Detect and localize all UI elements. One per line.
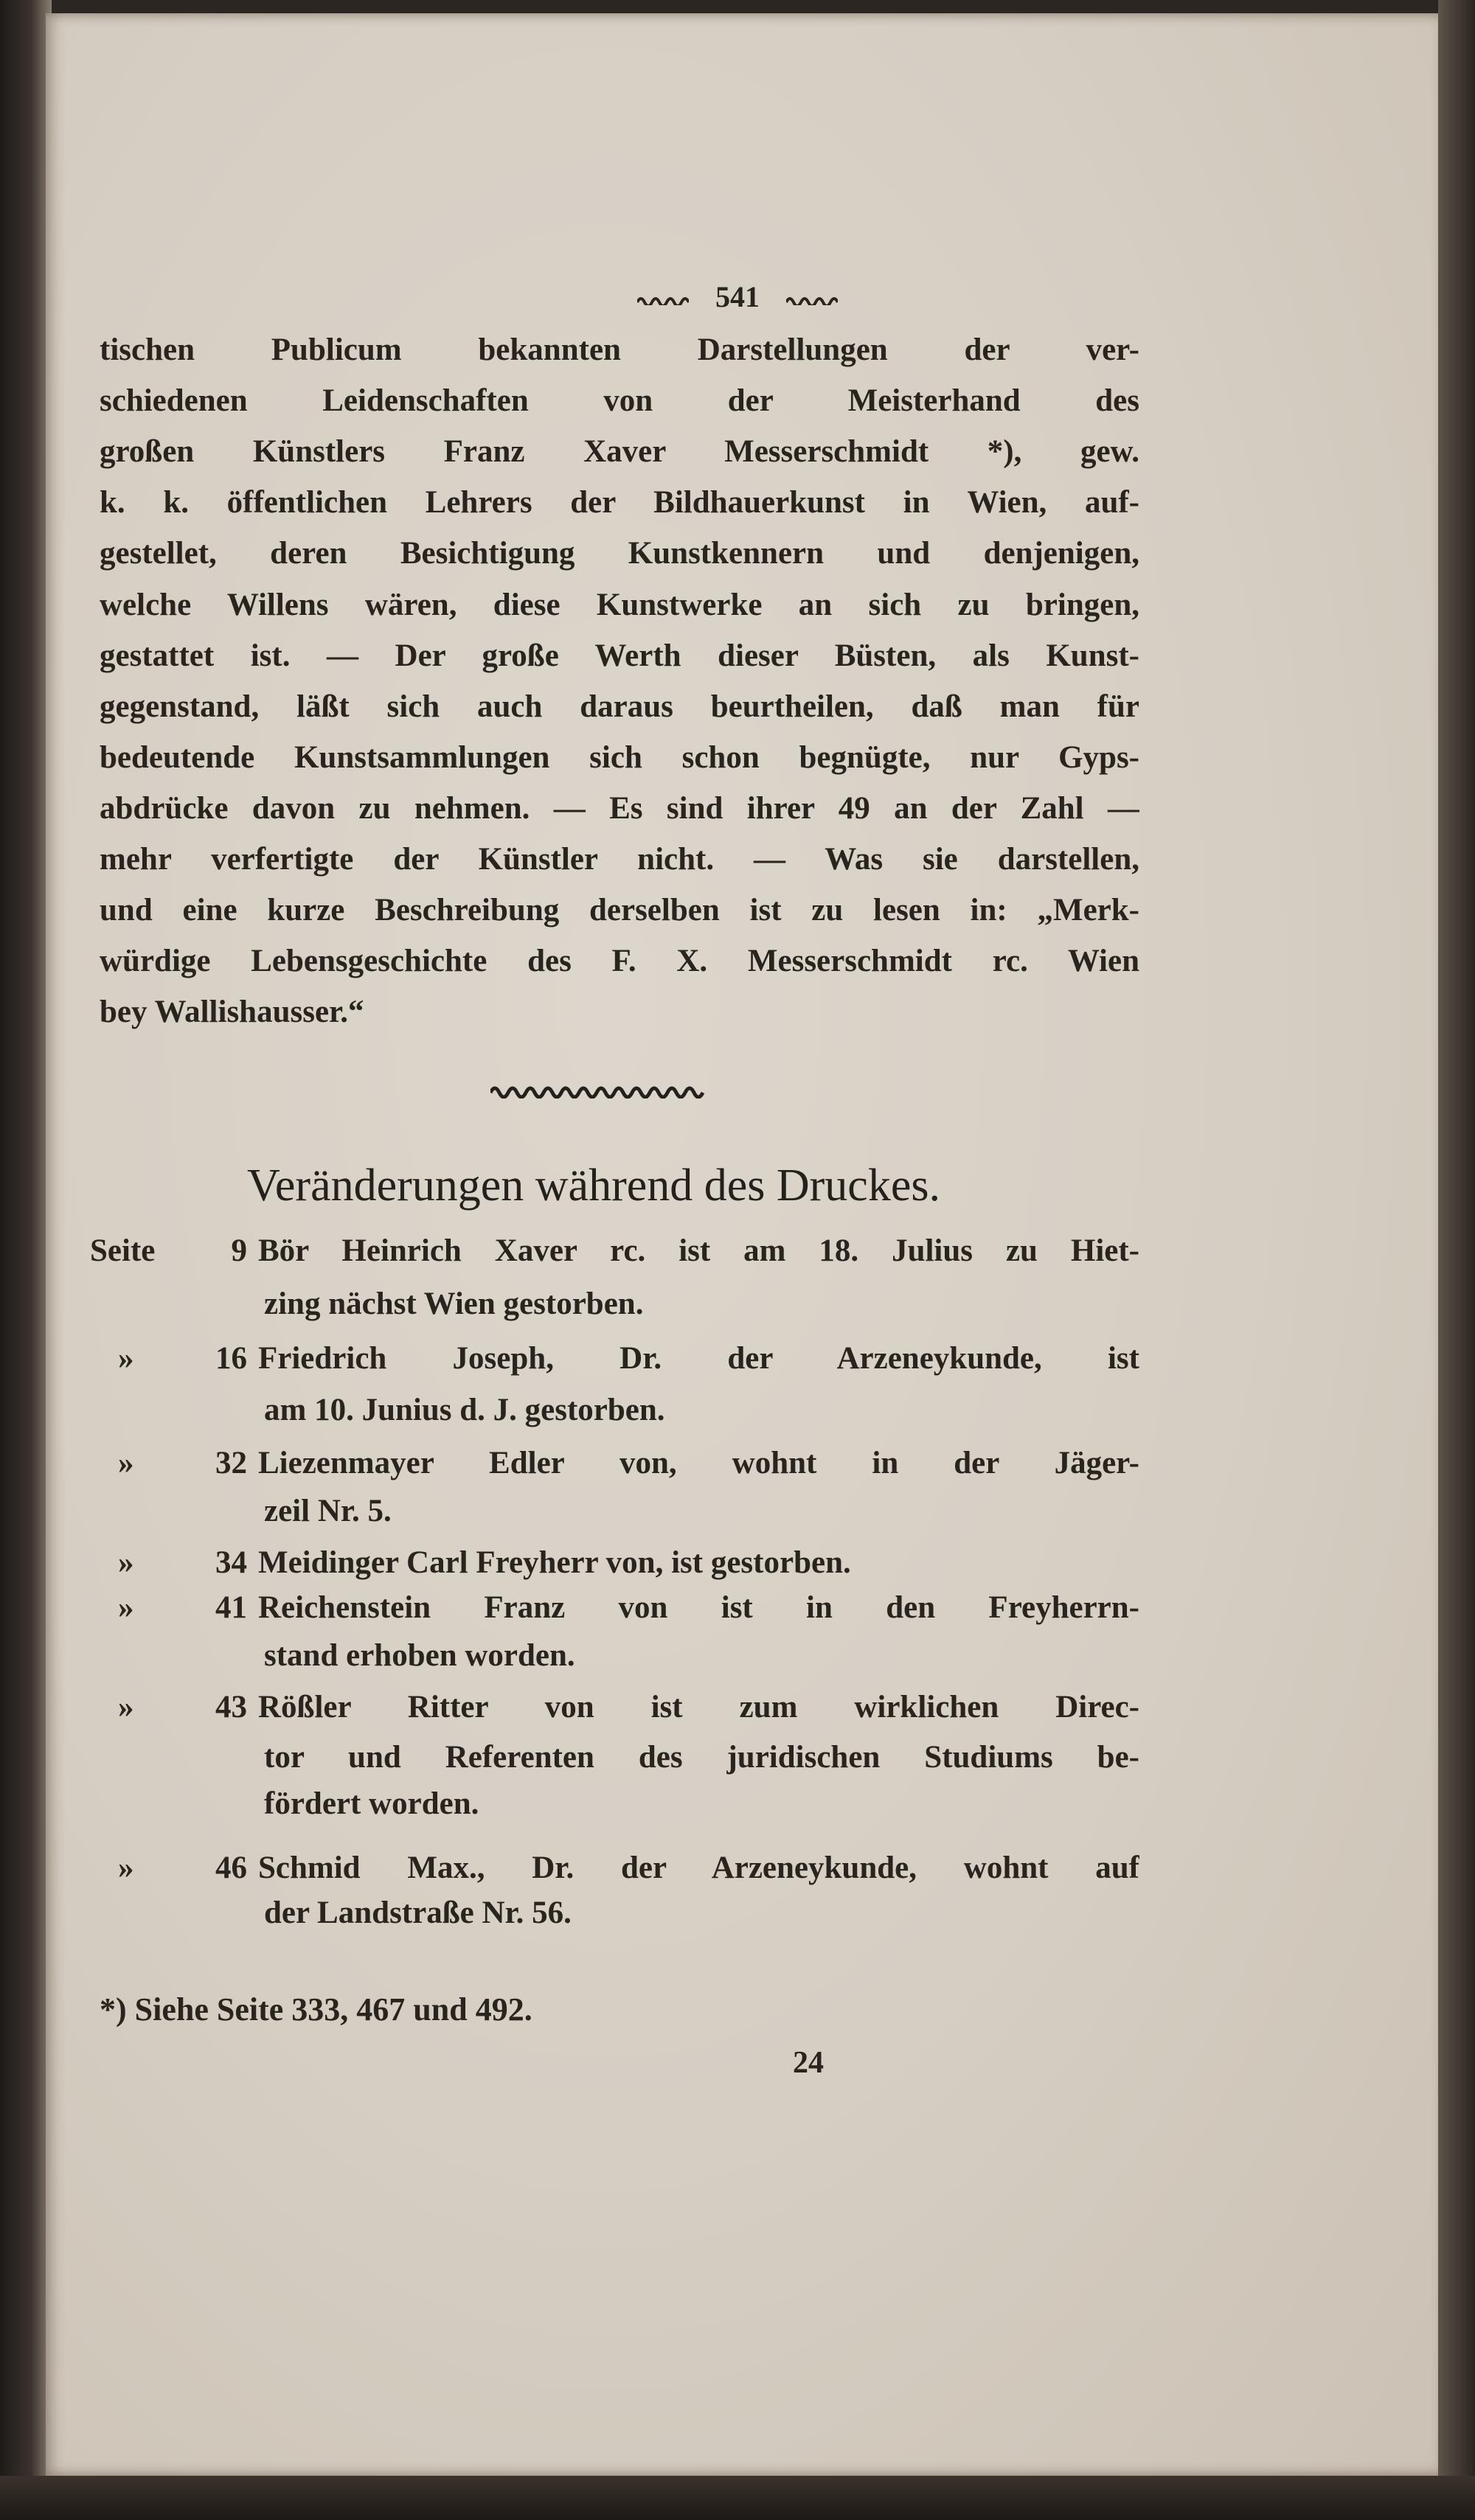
book-binding-left	[0, 0, 52, 2520]
body-line: gegenstand, läßt sich auch daraus beurtheilen, daß man für	[100, 689, 1139, 724]
entry-text-line: Reichenstein Franz von ist in den Freyherrn-	[258, 1590, 1139, 1625]
entry-text-line: am 10. Junius d. J. gestorben.	[264, 1393, 665, 1427]
page-header	[0, 275, 1475, 319]
entry-page-number: 9	[231, 1233, 247, 1268]
entry-text-line: Rößler Ritter von ist zum wirklichen Direc-	[258, 1690, 1139, 1724]
entry-text-line: Bör Heinrich Xaver rc. ist am 18. Julius zu Hiet-	[258, 1233, 1139, 1268]
entry-marker: »	[118, 1341, 134, 1376]
entry-text-line: fördert worden.	[264, 1786, 479, 1821]
section-heading: Veränderungen während des Druckes.	[247, 1160, 940, 1211]
entry-page-number: 46	[215, 1851, 247, 1885]
body-line: gestellet, deren Besichtigung Kunstkennern und denjenigen,	[100, 536, 1139, 571]
entry-text-line: Friedrich Joseph, Dr. der Arzeneykunde, ist	[258, 1341, 1139, 1376]
entry-marker: »	[118, 1590, 134, 1625]
book-bottom-edge	[0, 2476, 1475, 2520]
body-line: schiedenen Leidenschaften von der Meisterhand des	[100, 383, 1139, 419]
body-line: und eine kurze Beschreibung derselben ist zu lesen in: „Merk-	[100, 893, 1139, 928]
entry-text-line: stand erhoben worden.	[264, 1638, 575, 1673]
entry-page-number: 34	[215, 1545, 247, 1580]
footnote: *) Siehe Seite 333, 467 und 492.	[100, 1991, 532, 2028]
book-binding-right	[1438, 0, 1475, 2520]
body-line: abdrücke davon zu nehmen. — Es sind ihrer 49 an der Zahl —	[100, 790, 1139, 826]
entry-page-number: 43	[215, 1690, 247, 1724]
wave-ornament-right-icon	[786, 295, 838, 305]
entry-marker: »	[118, 1545, 134, 1580]
entry-text-line: tor und Referenten des juridischen Studiums be-	[264, 1740, 1139, 1775]
signature-mark: 24	[793, 2046, 824, 2080]
entry-text-line: der Landstraße Nr. 56.	[264, 1896, 572, 1930]
body-line: tischen Publicum bekannten Darstellungen der ver-	[100, 333, 1139, 367]
body-line: bey Wallishausser.“	[100, 995, 364, 1030]
entry-marker: Seite	[90, 1233, 156, 1268]
entry-text-line: Schmid Max., Dr. der Arzeneykunde, wohnt auf	[258, 1851, 1139, 1885]
entry-page-number: 16	[215, 1341, 247, 1376]
entry-page-number: 41	[215, 1590, 247, 1625]
entry-marker: »	[118, 1690, 134, 1724]
body-line: bedeutende Kunstsammlungen sich schon begnügte, nur Gyps-	[100, 739, 1139, 775]
body-line: mehr verfertigte der Künstler nicht. — Was sie darstellen,	[100, 842, 1139, 877]
body-line: k. k. öffentlichen Lehrers der Bildhauerkunst in Wien, auf-	[100, 485, 1139, 521]
section-divider-ornament-icon	[490, 1081, 708, 1099]
entry-text-line: zeil Nr. 5.	[264, 1494, 392, 1528]
entry-marker: »	[118, 1446, 134, 1480]
entry-page-number: 32	[215, 1446, 247, 1480]
entry-text-line: Liezenmayer Edler von, wohnt in der Jäger-	[258, 1446, 1139, 1480]
page-number: 541	[715, 280, 760, 313]
wave-ornament-left-icon	[637, 295, 689, 305]
entry-marker: »	[118, 1851, 134, 1885]
body-line: großen Künstlers Franz Xaver Messerschmidt *), gew.	[100, 434, 1139, 470]
body-line: welche Willens wären, diese Kunstwerke an sich zu bringen,	[100, 587, 1139, 622]
entry-text-line: zing nächst Wien gestorben.	[264, 1287, 644, 1321]
body-line: gestattet ist. — Der große Werth dieser Büsten, als Kunst-	[100, 638, 1139, 673]
body-line: würdige Lebensgeschichte des F. X. Messerschmidt rc. Wien	[100, 944, 1139, 979]
entry-text-line: Meidinger Carl Freyherr von, ist gestorben.	[258, 1545, 851, 1580]
